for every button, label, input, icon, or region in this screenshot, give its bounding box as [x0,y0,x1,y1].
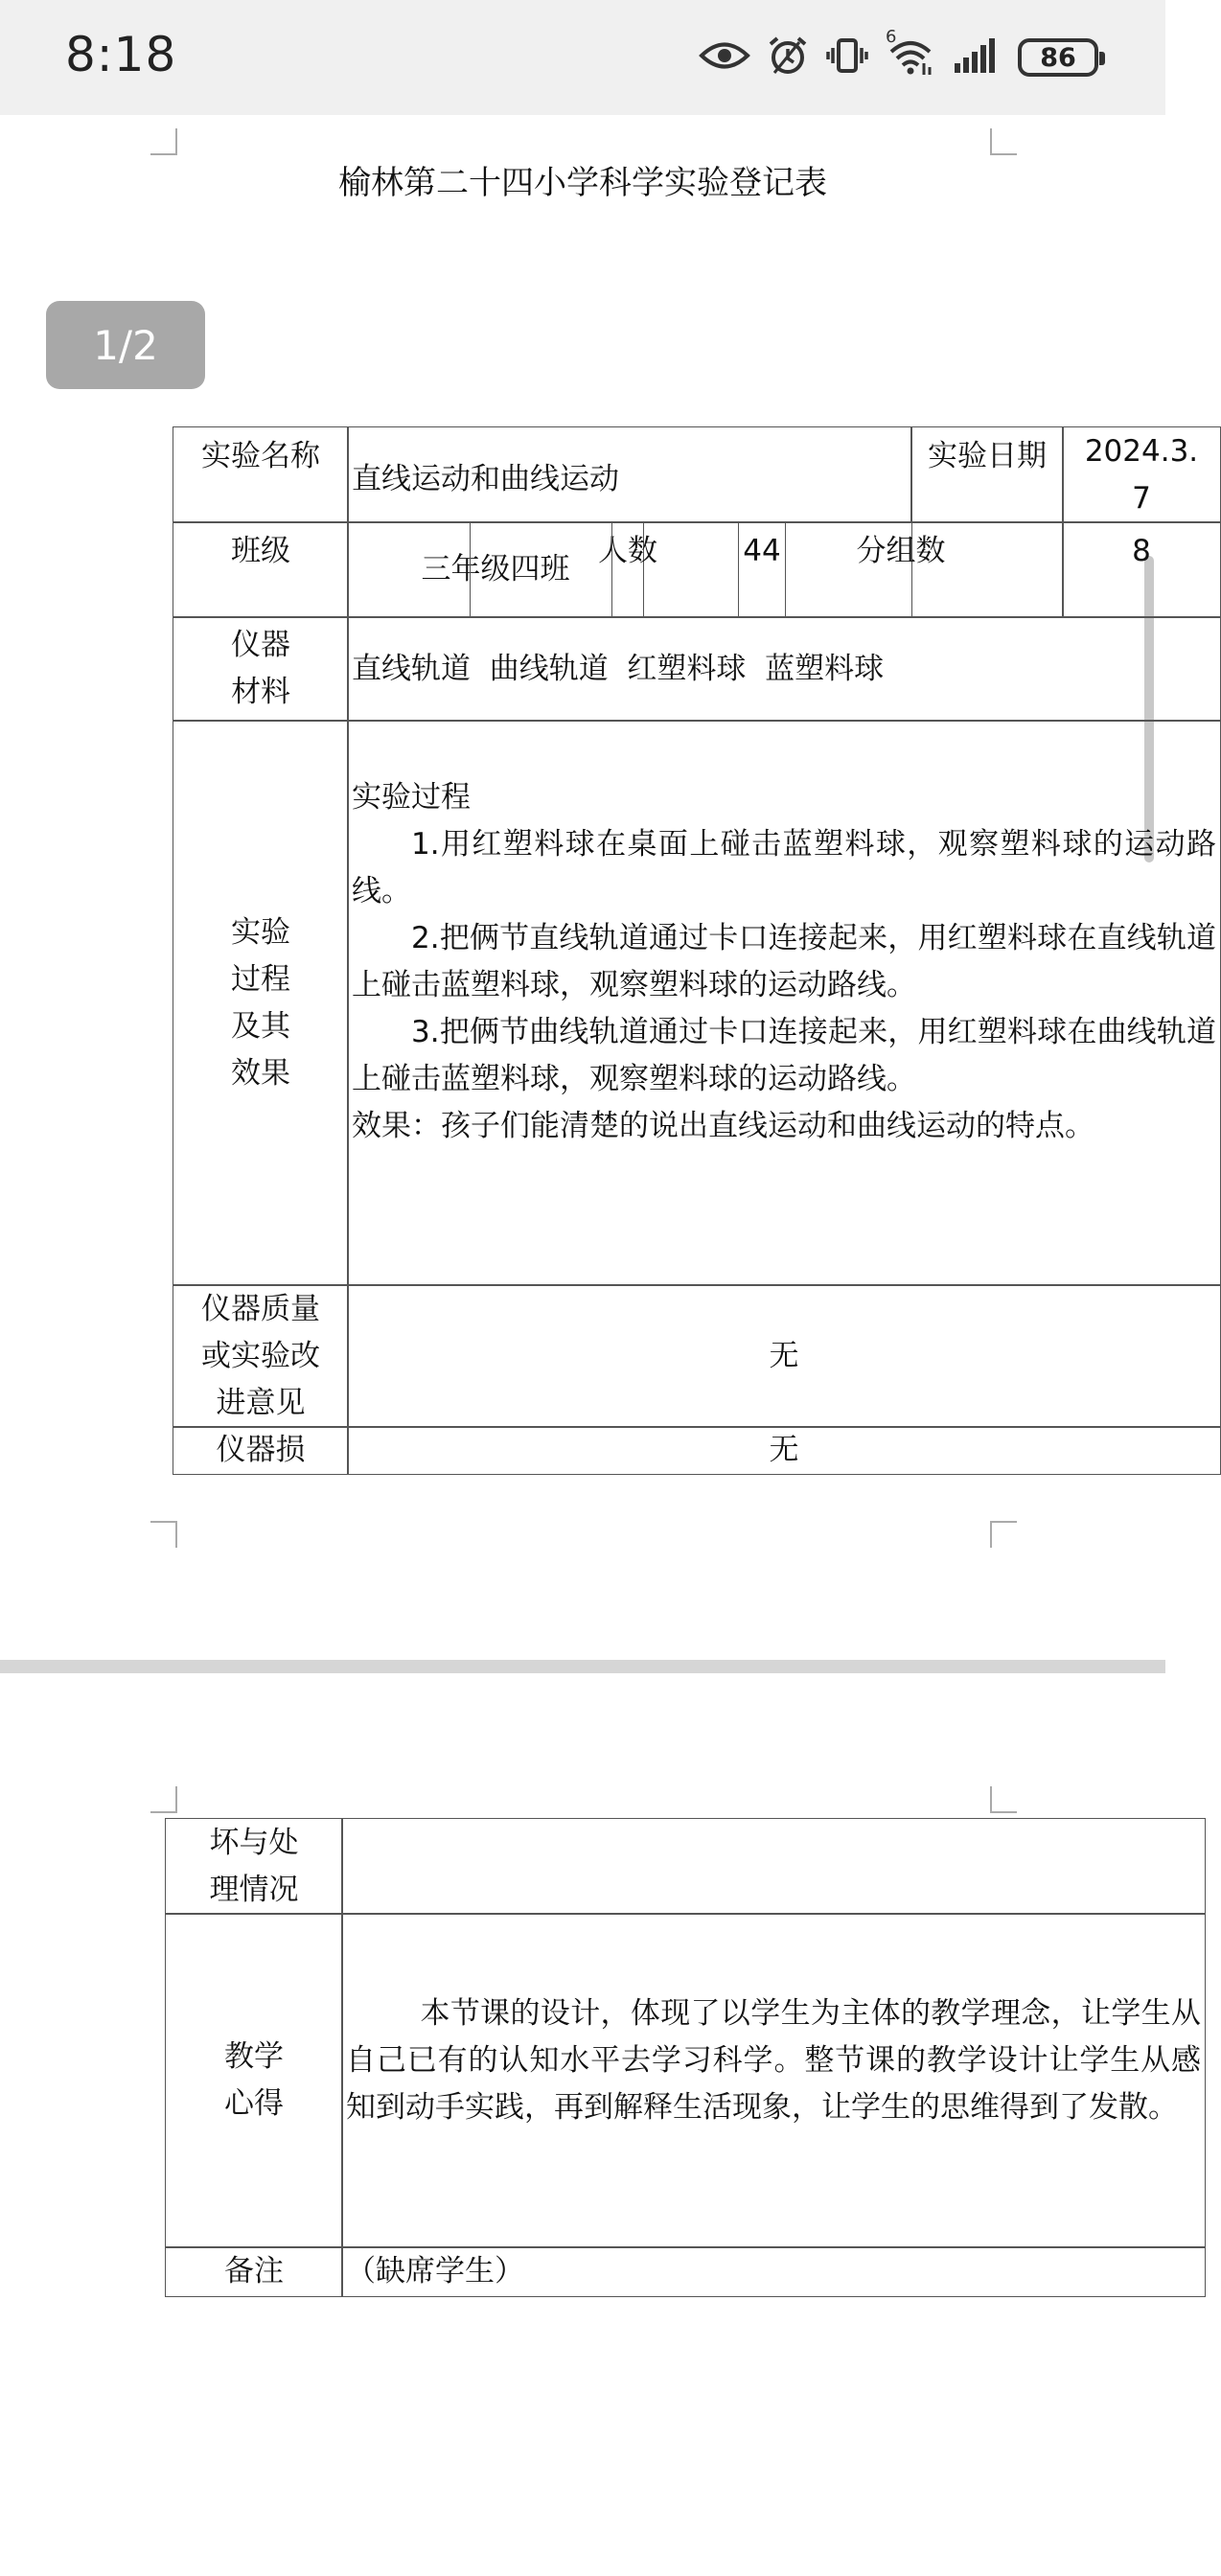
groups-label: 分组数 [738,521,1064,618]
quality-label: 仪器质量或实验改进意见 [173,1284,349,1428]
class-label: 班级 [173,521,349,618]
page-corner-mark [990,128,1017,155]
battery-icon: 86 [1018,38,1098,77]
process-label: 实验过程及其效果 [173,720,349,1286]
damage-value: 无 [347,1426,1221,1475]
eye-icon [700,39,749,76]
status-bar [0,0,1165,115]
signal-icon [953,36,1001,79]
reflection-label: 教学心得 [165,1913,343,2248]
groups-value: 8 [1062,521,1221,618]
vibrate-icon [826,34,868,80]
materials-label: 仪器材料 [173,616,349,722]
network-type-label: 6 [886,27,897,47]
damage-label-continued: 坏与处理情况 [165,1818,343,1915]
process-step: 1.用红塑料球在桌面上碰击蓝塑料球，观察塑料球的运动路线。 [352,827,1216,908]
page-corner-mark [150,128,177,155]
wifi-icon [886,27,935,80]
page-corner-mark [990,1786,1017,1813]
quality-value: 无 [347,1284,1221,1428]
process-heading: 实验过程 [352,780,471,815]
class-value: 三年级四班 [347,521,644,618]
reflection-text: 本节课的设计，体现了以学生为主体的教学理念，让学生从自己已有的认知水平去学习科学。整节课的教学设计让学生从感知到动手实践，再到解释生活现象，让学生的思维得到了发散。 [346,1996,1201,2125]
count-value: 44 [611,521,912,618]
registration-table-page2 [165,1818,1201,2297]
clock: 8:18 [65,27,177,82]
status-icons [700,29,1098,86]
damage-handling-value [341,1818,1206,1915]
page-separator [0,1660,1165,1673]
process-effect: 效果：孩子们能清楚的说出直线运动和曲线运动的特点。 [352,1109,1094,1143]
registration-table-page1 [173,426,1216,1475]
process-step: 3.把俩节曲线轨道通过卡口连接起来，用红塑料球在曲线轨道上碰击蓝塑料球，观察塑料球的运动路线。 [352,1015,1216,1096]
process-content [347,720,1221,1286]
page-corner-mark [150,1521,177,1548]
document-title: 榆林第二十四小学科学实验登记表 [338,164,827,202]
date-label: 实验日期 [910,426,1064,523]
notes-value: （缺席学生） [341,2246,1206,2297]
count-label: 人数 [470,521,786,618]
page-corner-mark [150,1786,177,1813]
notes-label: 备注 [165,2246,343,2297]
date-value: 2024.3.7 [1062,426,1221,523]
process-step: 2.把俩节直线轨道通过卡口连接起来，用红塑料球在直线轨道上碰击蓝塑料球，观察塑料球的运动路线。 [352,921,1216,1002]
name-label: 实验名称 [173,426,349,523]
page-corner-mark [990,1521,1017,1548]
alarm-icon [767,34,809,80]
reflection-content [341,1913,1206,2248]
materials-value: 直线轨道 曲线轨道 红塑料球 蓝塑料球 [347,616,1221,722]
page-indicator: 1/2 [46,301,205,389]
name-value: 直线运动和曲线运动 [347,426,912,523]
damage-label: 仪器损 [173,1426,349,1475]
